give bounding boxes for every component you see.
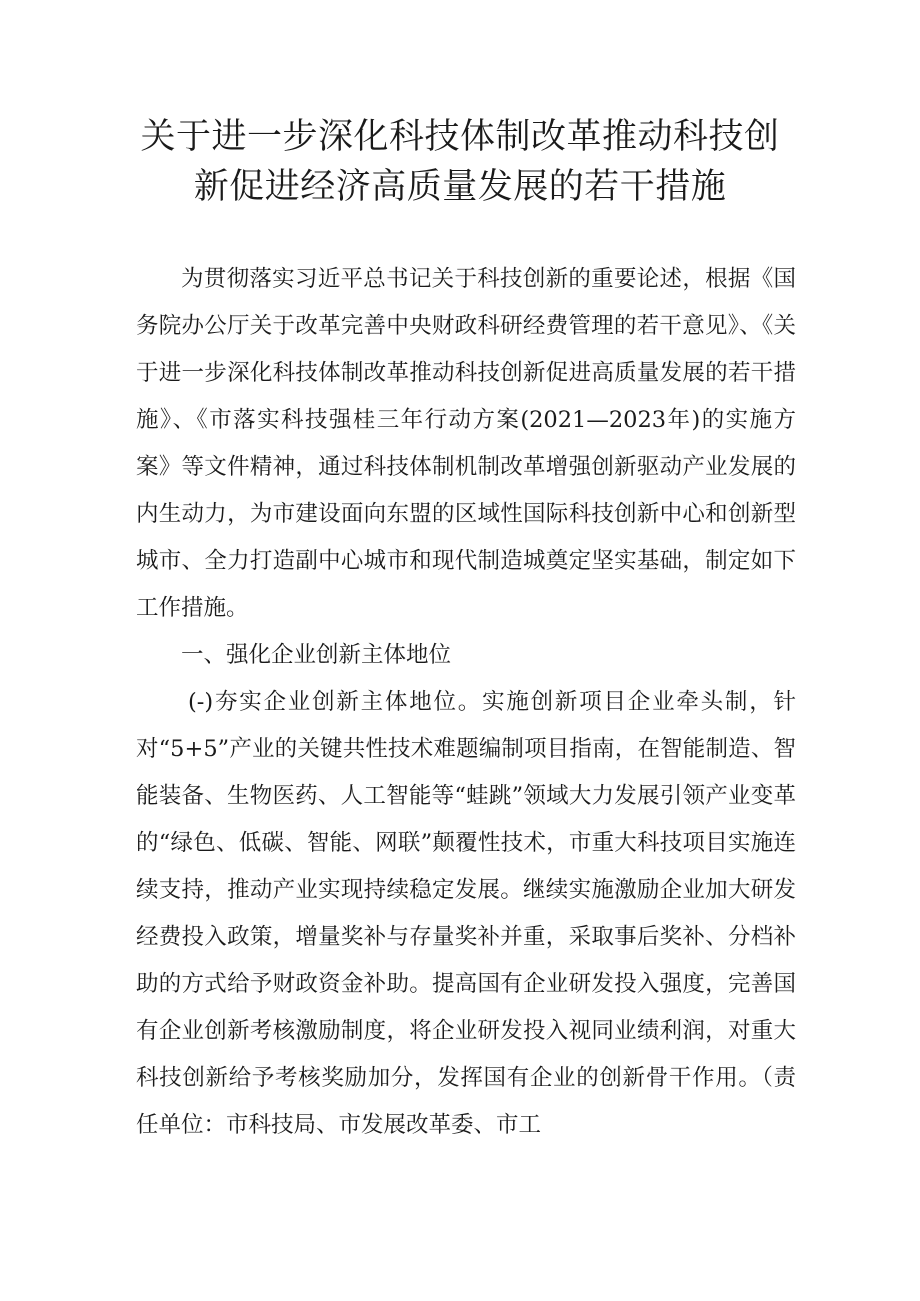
intro-paragraph: 为贯彻落实习近平总书记关于科技创新的重要论述，根据《国务院办公厅关于改革完善中央财政科研经费管理的若干意见》、《关于进一步深化科技体制改革推动科技创新促进高质量发展的若干措施》、《市落实科技强桂三年行动方案(2021—2023年)的实施方案》等文件精神，通过科技体制机制改革增强创新驱动产业发展的内生动力，为市建设面向东盟的区域性国际科技创新中心和创新型城市、全力打造副中心城市和现代制造城奠定坚实基础，制定如下工作措施。 — [136, 266, 796, 621]
item-one-paragraph: (-)夯实企业创新主体地位。实施创新项目企业牵头制，针对“5+5”产业的关键共性技术难题编制项目指南，在智能制造、智能装备、生物医药、人工智能等“蛙跳”领域大力发展引领产业变革的“绿色、低碳、智能、网联”颠覆性技术，市重大科技项目实施连续支持，推动产业实现持续稳定发展。继续实施激励企业加大研发经费投入政策，增量奖补与存量奖补并重，采取事后奖补、分档补助的方式给予财政资金补助。提高国有企业研发投入强度，完善国有企业创新考核激励制度，将企业研发投入视同业绩利润，对重大科技创新给予考核奖励加分，发挥国有企业的创新骨干作用。（责任单位：市科技局、市发展改革委、市工 — [136, 689, 796, 1138]
title-line-2: 新促进经济高质量发展的若干措施 — [193, 167, 727, 207]
section-heading: 一、强化企业创新主体地位 — [181, 642, 452, 668]
title-line-1: 关于进一步深化科技体制改革推动科技创 — [140, 117, 780, 157]
document-body — [136, 256, 796, 1149]
document-title — [80, 112, 840, 212]
